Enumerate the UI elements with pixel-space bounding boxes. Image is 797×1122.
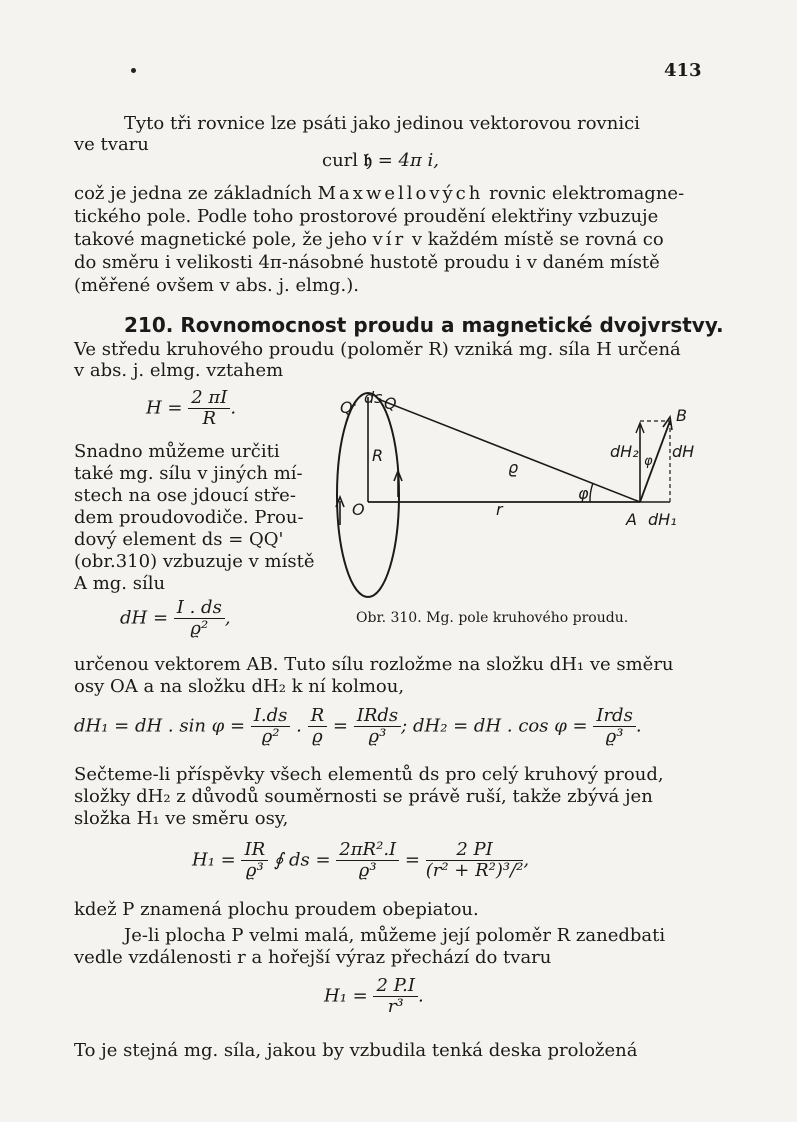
- comp-a-frac3-den: ϱ³: [368, 726, 387, 747]
- label-phi2: φ: [644, 454, 653, 469]
- para7-line1: kdež P znamená plochu proudem obepiatou.: [74, 899, 479, 920]
- label-O: O: [352, 500, 365, 519]
- page-number: 413: [664, 60, 702, 81]
- h1-frac1: [241, 840, 268, 881]
- curl-label: curl: [322, 150, 364, 171]
- eqH-num: 2 πI: [188, 388, 230, 409]
- para4-line4: dem proudovodiče. Prou-: [74, 507, 304, 528]
- para1-line1: Tyto tři rovnice lze psáti jako jedinou vektorovou rovnici: [124, 113, 640, 134]
- curl-rhs: = 4π i,: [371, 150, 439, 171]
- para4-line7: A mg. sílu: [74, 573, 166, 594]
- h1-frac1-num: IR: [241, 840, 268, 861]
- comp-a-frac1-den: ϱ²: [261, 726, 280, 747]
- para3-line2: v abs. j. elmg. vztahem: [74, 360, 284, 381]
- final-num: 2 P.I: [373, 976, 417, 997]
- equation-components: [74, 706, 642, 747]
- para2-line3-post: v každém místě se rovná co: [406, 229, 664, 250]
- para2-line1: [74, 183, 684, 205]
- comp-a-eq: =: [332, 715, 348, 737]
- h1-lhs: H₁ =: [192, 849, 236, 871]
- equation-curl: [322, 150, 439, 172]
- h1-frac3-den: (r² + R²)³/²: [425, 860, 524, 881]
- para3-line1: Ve středu kruhového proudu (poloměr R) vzniká mg. síla H určená: [74, 339, 681, 360]
- para4-line1: Snadno můžeme určiti: [74, 441, 280, 462]
- equation-final: [324, 976, 424, 1017]
- comp-a-mid: .: [296, 715, 302, 737]
- para4-line3: stech na ose jdoucí stře-: [74, 485, 296, 506]
- para2-line1-pre: což je jedna ze základních: [74, 183, 318, 204]
- para2-line3-pre: takové magnetické pole, že jeho: [74, 229, 373, 250]
- label-Q: Q: [384, 394, 397, 413]
- final-frac: [373, 976, 417, 1017]
- phi-arc: [590, 483, 593, 502]
- para8-line1: Je-li plocha P velmi malá, můžeme její poloměr R zanedbati: [124, 925, 666, 946]
- comp-a-frac1: [251, 706, 291, 747]
- section-number: 210.: [124, 313, 174, 337]
- label-r: r: [496, 500, 503, 519]
- comp-end: .: [635, 715, 642, 737]
- label-B: B: [676, 406, 687, 425]
- final-lhs: H₁ =: [324, 985, 368, 1007]
- para2-line4: do směru i velikosti 4π-násobné hustotě proudu i v daném místě: [74, 252, 660, 273]
- equation-dH: [120, 598, 231, 639]
- comp-b-frac-num: Irds: [593, 706, 635, 727]
- label-dH: dH: [672, 442, 695, 461]
- para4-line6: (obr.310) vzbuzuje v místě: [74, 551, 315, 572]
- eqH-end: .: [230, 397, 237, 419]
- eqdH-den: ϱ²: [190, 618, 209, 639]
- comp-b-frac: [593, 706, 635, 747]
- comp-b-frac-den: ϱ³: [605, 726, 624, 747]
- equation-H: [146, 388, 236, 429]
- h1-frac1-den: ϱ³: [245, 860, 264, 881]
- para1-line2: ve tvaru: [74, 134, 149, 155]
- eqdH-lhs: dH =: [120, 607, 169, 629]
- para6-line2: složky dH₂ z důvodů souměrnosti se právě ruší, takže zbývá jen: [74, 786, 653, 807]
- comp-a-frac3: [354, 706, 401, 747]
- para5-line1: určenou vektorem AB. Tuto sílu rozložme na složku dH₁ ve směru: [74, 654, 674, 675]
- label-dH1: dH₁: [648, 510, 677, 529]
- page-mark: [131, 68, 136, 73]
- h1-end: ,: [523, 849, 530, 871]
- para2-line3: [74, 229, 664, 251]
- vir-spaced: vír: [372, 229, 407, 250]
- eqdH-num: I . ds: [174, 598, 225, 619]
- h1-integral: ∮ ds =: [273, 849, 331, 871]
- eqdH-fraction: [174, 598, 225, 639]
- label-dH2: dH₂: [610, 442, 639, 461]
- final-den: r³: [387, 996, 404, 1017]
- para2-line2: tického pole. Podle toho prostorové proudění elektřiny vzbuzuje: [74, 206, 659, 227]
- label-ds: ds: [364, 388, 383, 407]
- comp-a-frac2: [308, 706, 328, 747]
- comp-a-frac2-num: R: [308, 706, 328, 727]
- para6-line1: Sečteme-li příspěvky všech elementů ds pro celý kruhový proud,: [74, 764, 664, 785]
- h1-frac2-num: 2πR².I: [336, 840, 399, 861]
- section-heading: [124, 313, 724, 337]
- label-phi: φ: [578, 484, 589, 503]
- comp-b-lhs: dH₂ = dH . cos φ =: [412, 715, 588, 737]
- para8-line2: vedle vzdálenosti r a hořejší výraz přechází do tvaru: [74, 947, 552, 968]
- eqH-fraction: [188, 388, 230, 429]
- curl-field: 𝔥: [363, 150, 372, 171]
- rho-line: [378, 399, 640, 502]
- para2-line1-post: rovnic elektromagne-: [483, 183, 685, 204]
- eqdH-end: ,: [224, 607, 231, 629]
- eqH-den: R: [202, 408, 217, 429]
- equation-H1: [192, 840, 529, 881]
- h1-eq: =: [404, 849, 420, 871]
- label-R: R: [372, 446, 384, 465]
- para5-line2: osy OA a na složku dH₂ k ní kolmou,: [74, 676, 405, 697]
- h1-frac2: [336, 840, 399, 881]
- label-A: A: [626, 510, 637, 529]
- comp-a-frac1-num: I.ds: [251, 706, 291, 727]
- h1-frac2-den: ϱ³: [358, 860, 377, 881]
- comp-a-lhs: dH₁ = dH . sin φ =: [74, 715, 246, 737]
- comp-a-frac2-den: ϱ: [312, 726, 323, 747]
- label-rho: ϱ: [508, 458, 519, 477]
- label-Qp: Q': [340, 398, 357, 417]
- h1-frac3: [426, 840, 524, 881]
- para4-line5: dový element ds = QQ': [74, 529, 284, 550]
- eqH-lhs: H =: [146, 397, 183, 419]
- para4-line2: také mg. sílu v jiných mí-: [74, 463, 303, 484]
- maxwell-spaced: Maxwellových: [317, 183, 484, 204]
- para2-line5: (měřené ovšem v abs. j. elmg.).: [74, 275, 359, 296]
- final-end: .: [417, 985, 424, 1007]
- comp-sep: ;: [401, 715, 408, 737]
- para9-line1: To je stejná mg. síla, jakou by vzbudila tenká deska proložená: [74, 1040, 638, 1061]
- comp-a-frac3-num: IRds: [354, 706, 401, 727]
- h1-frac3-num: 2 PI: [426, 840, 524, 861]
- figure-caption: Obr. 310. Mg. pole kruhového proudu.: [356, 610, 629, 626]
- figure-310: [320, 385, 720, 605]
- para6-line3: složka H₁ ve směru osy,: [74, 808, 289, 829]
- section-title: Rovnomocnost proudu a magnetické dvojvrstvy.: [180, 313, 724, 337]
